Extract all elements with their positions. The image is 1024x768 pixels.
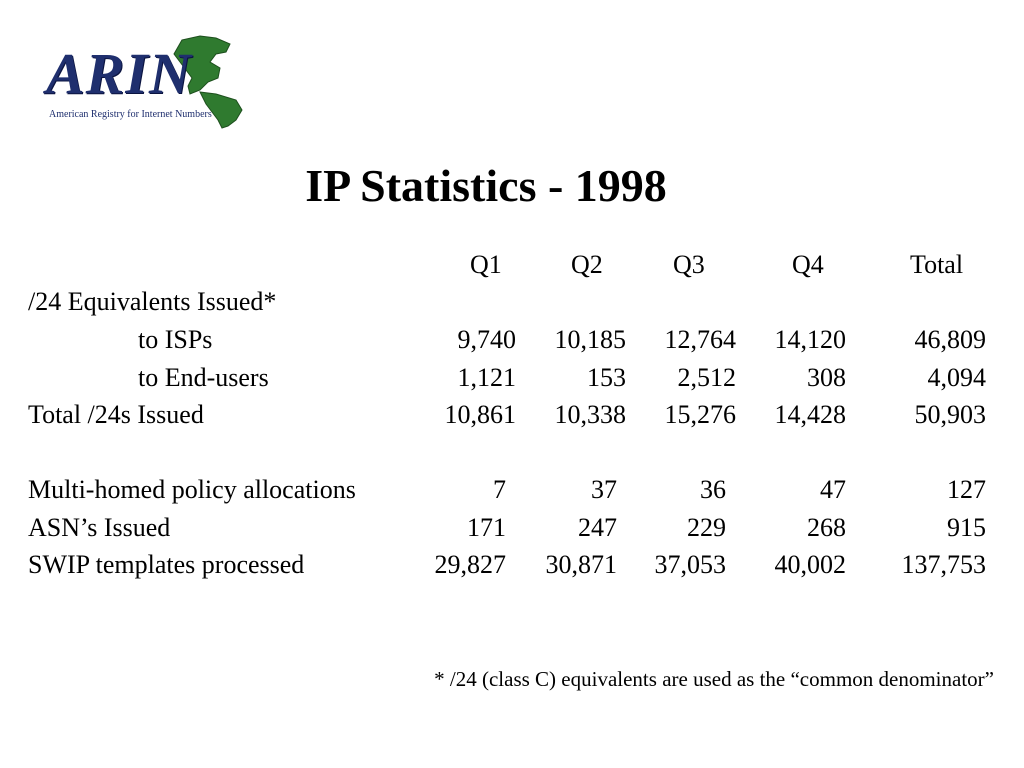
- table-cell: 1,121: [457, 363, 516, 392]
- table-cell: 37,053: [654, 550, 726, 579]
- arin-logo: [40, 34, 250, 130]
- table-cell: 50,903: [914, 400, 986, 429]
- table-cell: 2,512: [677, 363, 736, 392]
- table-cell: 153: [587, 363, 626, 392]
- table-cell: 10,338: [554, 400, 626, 429]
- table-cell: 308: [807, 363, 846, 392]
- table-cell: 29,827: [434, 550, 506, 579]
- row-label-isps: to ISPs: [138, 325, 213, 354]
- table-cell: 47: [820, 475, 846, 504]
- table-cell: 37: [591, 475, 617, 504]
- statistics-table: [0, 244, 1024, 588]
- table-cell: 9,740: [457, 325, 516, 354]
- row-label-asns: ASN’s Issued: [28, 513, 171, 542]
- table-cell: 171: [467, 513, 506, 542]
- table-cell: 137,753: [901, 550, 986, 579]
- table-cell: 7: [493, 475, 506, 504]
- table-cell: 12,764: [664, 325, 736, 354]
- column-header-q4: Q4: [792, 250, 824, 279]
- table-cell: 14,428: [774, 400, 846, 429]
- column-header-q2: Q2: [571, 250, 603, 279]
- row-label-multi-homed: Multi-homed policy allocations: [28, 475, 356, 504]
- table-cell: 127: [947, 475, 986, 504]
- row-label-swip: SWIP templates processed: [28, 550, 305, 579]
- row-label-total-24s: Total /24s Issued: [28, 400, 204, 429]
- table-cell: 14,120: [774, 325, 846, 354]
- table-cell: 4,094: [927, 363, 986, 392]
- column-header-total: Total: [910, 250, 964, 279]
- logo-tagline: American Registry for Internet Numbers: [49, 109, 212, 120]
- table-cell: 915: [947, 513, 986, 542]
- table-cell: 46,809: [914, 325, 986, 354]
- table-cell: 229: [687, 513, 726, 542]
- table-cell: 15,276: [664, 400, 736, 429]
- table-cell: 10,861: [444, 400, 516, 429]
- table-cell: 247: [578, 513, 617, 542]
- table-cell: 40,002: [774, 550, 846, 579]
- table-cell: 30,871: [545, 550, 617, 579]
- row-label-end-users: to End-users: [138, 363, 269, 392]
- footnote: * /24 (class C) equivalents are used as the “common denominator”: [434, 667, 994, 691]
- section-heading: /24 Equivalents Issued*: [28, 287, 277, 316]
- page-title: IP Statistics - 1998: [305, 160, 667, 211]
- table-cell: 10,185: [554, 325, 626, 354]
- table-cell: 36: [700, 475, 726, 504]
- column-header-q3: Q3: [673, 250, 705, 279]
- column-header-q1: Q1: [470, 250, 502, 279]
- logo-wordmark: ARIN: [46, 41, 192, 106]
- table-cell: 268: [807, 513, 846, 542]
